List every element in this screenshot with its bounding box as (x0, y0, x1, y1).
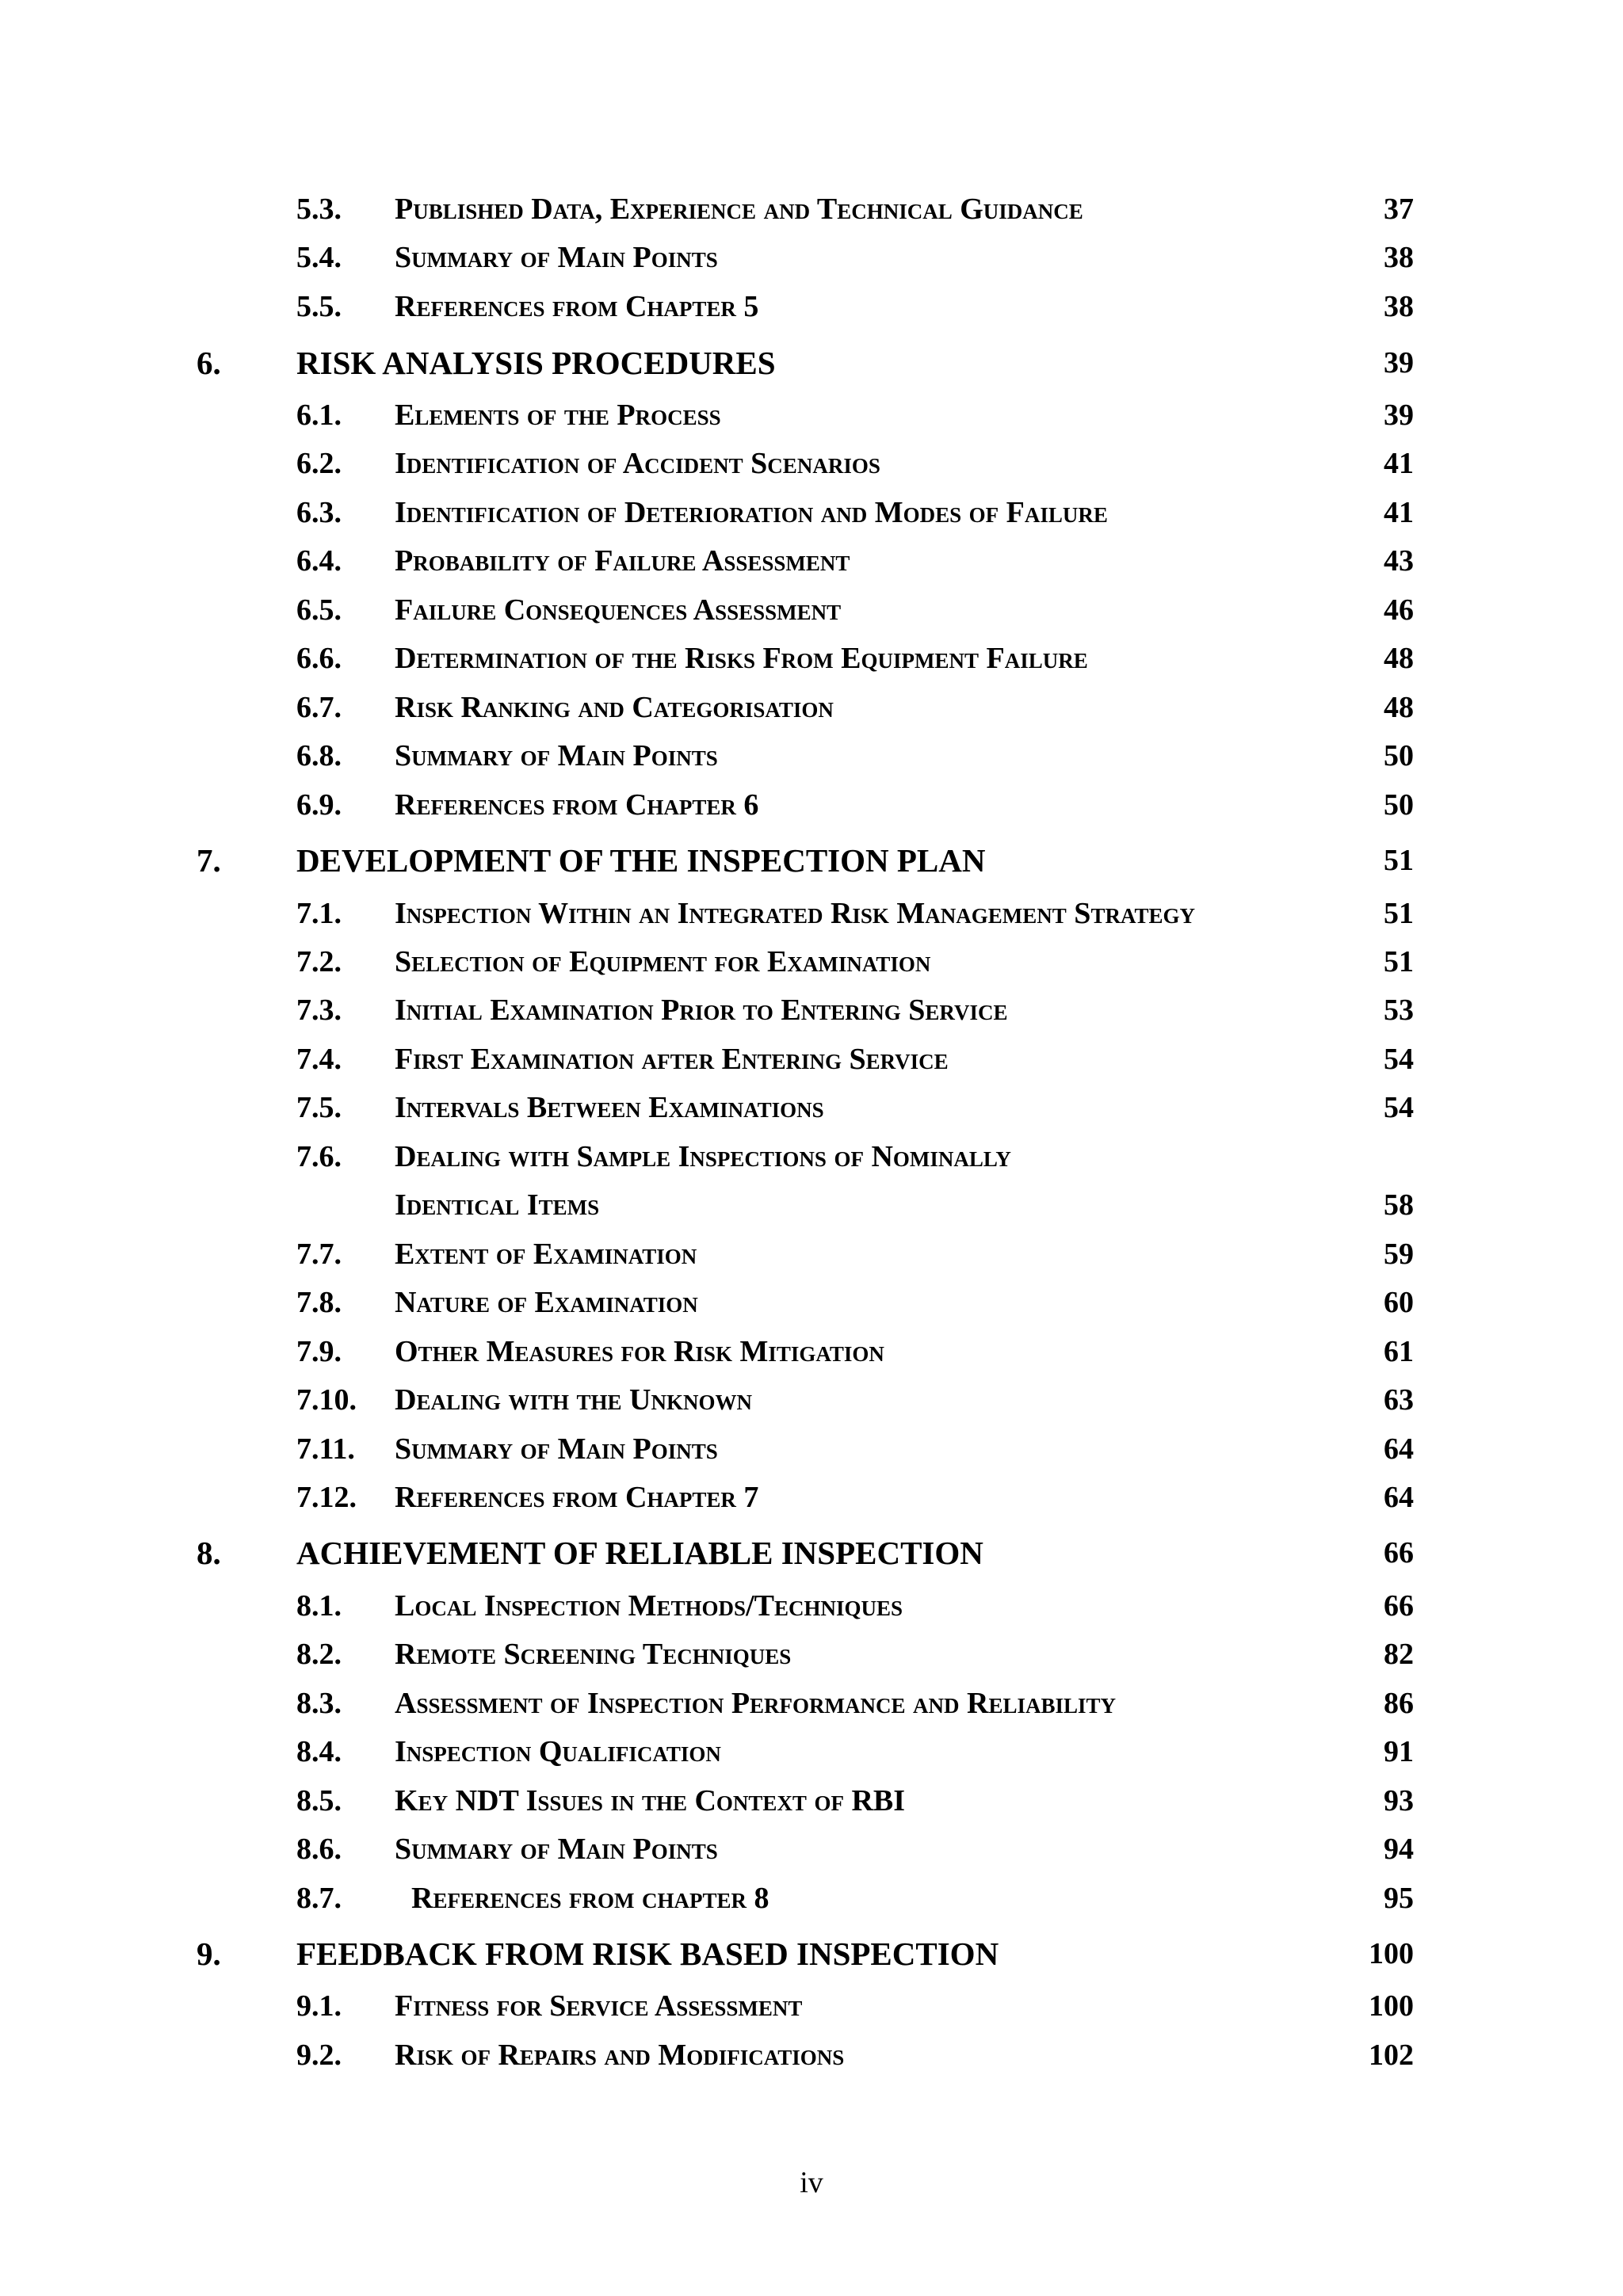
toc-entry-title: Risk Ranking and Categorisation (395, 691, 834, 724)
toc-entry-page: 59 (1384, 1238, 1414, 1271)
page-number: iv (800, 2166, 823, 2199)
toc-chapter-entry[interactable] (0, 832, 1623, 879)
toc-entry-number: 7.2. (296, 945, 342, 978)
toc-entry-title: Assessment of Inspection Performance and Reliability (395, 1687, 1117, 1720)
toc-entry-number: 8.2. (296, 1638, 342, 1671)
toc-section-entry[interactable] (0, 1223, 1623, 1271)
toc-entry-number: 9. (197, 1936, 221, 1972)
toc-entry-title: Summary of Main Points (395, 241, 718, 274)
toc-section-entry[interactable] (0, 774, 1623, 822)
toc-entry-title: Extent of Examination (395, 1238, 697, 1271)
toc-entry-number: 5.4. (296, 241, 342, 274)
toc-section-entry[interactable] (0, 1575, 1623, 1623)
toc-section-entry[interactable] (0, 725, 1623, 772)
toc-entry-page: 48 (1384, 642, 1414, 675)
toc-entry-title: Other Measures for Risk Mitigation (395, 1335, 884, 1368)
toc-entry-title: Published Data, Experience and Technical Guidance (395, 193, 1083, 226)
toc-section-entry[interactable] (0, 579, 1623, 627)
toc-entry-page: 102 (1369, 2039, 1414, 2072)
toc-entry-title: Dealing with the Unknown (395, 1383, 752, 1417)
toc-entry-page: 82 (1384, 1638, 1414, 1671)
toc-entry-title: References from Chapter 5 (395, 290, 759, 323)
toc-section-entry[interactable] (0, 1867, 1623, 1915)
toc-entry-title: References from Chapter 7 (395, 1481, 759, 1514)
toc-section-entry[interactable] (0, 1721, 1623, 1768)
toc-entry-title: Identification of Deterioration and Modes of Failure (395, 496, 1108, 529)
toc-entry-page: 54 (1384, 1091, 1414, 1124)
toc-entry-title: DEVELOPMENT OF THE INSPECTION PLAN (296, 842, 986, 879)
toc-entry-number: 7.12. (296, 1481, 357, 1514)
toc-entry-page: 51 (1384, 945, 1414, 978)
toc-section-entry[interactable] (0, 627, 1623, 675)
toc-entry-title: Summary of Main Points (395, 1432, 718, 1466)
toc-entry-page: 39 (1384, 399, 1414, 432)
toc-entry-page: 51 (1384, 897, 1414, 930)
toc-section-entry[interactable] (0, 276, 1623, 323)
toc-entry-number: 7.10. (296, 1383, 357, 1417)
toc-entry-title: Failure Consequences Assessment (395, 593, 842, 627)
toc-section-entry[interactable] (0, 1418, 1623, 1466)
toc-entry-number: 8.1. (296, 1589, 342, 1623)
toc-entry-page: 93 (1384, 1784, 1414, 1817)
toc-entry-number: 8.4. (296, 1735, 342, 1768)
toc-entry-title: Summary of Main Points (395, 739, 718, 772)
toc-entry-title: References from chapter 8 (411, 1882, 769, 1915)
toc-entry-number: 7.1. (296, 897, 342, 930)
toc-section-entry[interactable] (0, 1321, 1623, 1368)
toc-entry-number: 5.5. (296, 290, 342, 323)
toc-section-entry[interactable] (0, 883, 1623, 930)
toc-entry-number: 5.3. (296, 193, 342, 226)
toc-entry-number: 6.3. (296, 496, 342, 529)
toc-entry-title: ACHIEVEMENT OF RELIABLE INSPECTION (296, 1535, 983, 1571)
toc-section-entry[interactable] (0, 979, 1623, 1027)
toc-section-entry[interactable] (0, 178, 1623, 226)
toc-chapter-entry[interactable] (0, 1925, 1623, 1973)
toc-entry-title: Identification of Accident Scenarios (395, 447, 880, 480)
toc-entry-page: 95 (1384, 1882, 1414, 1915)
toc-entry-number: 6.7. (296, 691, 342, 724)
toc-section-entry[interactable] (0, 1126, 1623, 1173)
toc-entry-title: Remote Screening Techniques (395, 1638, 792, 1671)
toc-entry-number: 8.7. (296, 1882, 342, 1915)
toc-section-entry[interactable] (0, 530, 1623, 578)
toc-entry-title: Dealing with Sample Inspections of Nominally (395, 1140, 1011, 1173)
toc-entry-page: 66 (1384, 1589, 1414, 1623)
toc-entry-page: 94 (1384, 1833, 1414, 1866)
toc-entry-number: 6.6. (296, 642, 342, 675)
toc-entry-number: 6.1. (296, 399, 342, 432)
toc-entry-title: First Examination after Entering Service (395, 1043, 949, 1076)
toc-entry-title: Probability of Failure Assessment (395, 544, 850, 578)
toc-entry-page: 37 (1384, 193, 1414, 226)
toc-entry-title: Fitness for Service Assessment (395, 1989, 803, 2023)
toc-section-entry[interactable] (0, 1466, 1623, 1514)
toc-entry-number: 8. (197, 1535, 221, 1571)
toc-section-entry[interactable] (0, 1369, 1623, 1417)
toc-entry-page: 41 (1384, 496, 1414, 529)
toc-entry-number: 7.11. (296, 1432, 355, 1466)
toc-entry-page: 61 (1384, 1335, 1414, 1368)
toc-entry-page: 39 (1384, 346, 1414, 379)
toc-entry-title: Local Inspection Methods/Techniques (395, 1589, 903, 1623)
toc-section-entry[interactable] (0, 1672, 1623, 1720)
toc-entry-number: 7.3. (296, 994, 342, 1027)
toc-entry-page: 50 (1384, 788, 1414, 822)
toc-section-entry[interactable] (0, 677, 1623, 724)
toc-entry-page: 86 (1384, 1687, 1414, 1720)
toc-entry-page: 46 (1384, 593, 1414, 627)
toc-entry-title: Key NDT Issues in the Context of RBI (395, 1784, 906, 1817)
toc-entry-page: 60 (1384, 1286, 1414, 1319)
toc-entry-title: FEEDBACK FROM RISK BASED INSPECTION (296, 1936, 999, 1972)
toc-section-entry[interactable] (0, 1975, 1623, 2023)
toc-entry-page: 50 (1384, 739, 1414, 772)
toc-section-entry[interactable] (0, 1028, 1623, 1076)
toc-entry-number: 7.4. (296, 1043, 342, 1076)
toc-entry-number: 8.6. (296, 1833, 342, 1866)
toc-entry-number: 7.6. (296, 1140, 342, 1173)
toc-entry-number: 6.8. (296, 739, 342, 772)
toc-chapter-entry[interactable] (0, 334, 1623, 382)
toc-entry-number: 7.7. (296, 1238, 342, 1271)
toc-entry-page: 64 (1384, 1432, 1414, 1466)
toc-entry-page: 64 (1384, 1481, 1414, 1514)
toc-entry-number: 6.2. (296, 447, 342, 480)
toc-section-entry[interactable] (0, 227, 1623, 274)
toc-entry-page: 91 (1384, 1735, 1414, 1768)
toc-entry-title: Determination of the Risks From Equipment Failure (395, 642, 1088, 675)
toc-entry-page: 43 (1384, 544, 1414, 578)
toc-entry-title: Inspection Qualification (395, 1735, 721, 1768)
toc-entry-number: 8.3. (296, 1687, 342, 1720)
toc-entry-number: 9.1. (296, 1989, 342, 2023)
toc-entry-number: 9.2. (296, 2039, 342, 2072)
toc-entry-page: 63 (1384, 1383, 1414, 1417)
toc-entry-page: 100 (1369, 1989, 1414, 2023)
toc-entry-number: 6.4. (296, 544, 342, 578)
toc-entry-title: Initial Examination Prior to Entering Service (395, 994, 1008, 1027)
toc-entry-page: 38 (1384, 290, 1414, 323)
toc-section-entry[interactable] (0, 482, 1623, 529)
toc-entry-title: Selection of Equipment for Examination (395, 945, 931, 978)
toc-entry-title: Identical Items (395, 1188, 600, 1222)
toc-section-entry[interactable] (0, 1077, 1623, 1124)
toc-entry-title: Intervals Between Examinations (395, 1091, 824, 1124)
toc-entry-title: Elements of the Process (395, 399, 721, 432)
toc-entry-number: 8.5. (296, 1784, 342, 1817)
toc-entry-page: 51 (1384, 844, 1414, 877)
toc-entry-number: 7.9. (296, 1335, 342, 1368)
toc-entry-page: 54 (1384, 1043, 1414, 1076)
toc-entry-title: Summary of Main Points (395, 1833, 718, 1866)
toc-entry-number: 6. (197, 345, 221, 381)
toc-section-entry[interactable] (0, 1272, 1623, 1319)
toc-section-entry[interactable] (0, 1174, 1623, 1222)
toc-section-entry[interactable] (0, 1623, 1623, 1671)
toc-entry-title: RISK ANALYSIS PROCEDURES (296, 345, 776, 381)
toc-section-entry[interactable] (0, 931, 1623, 978)
toc-entry-page: 58 (1384, 1188, 1414, 1222)
toc-entry-title: Risk of Repairs and Modifications (395, 2039, 845, 2072)
toc-section-entry[interactable] (0, 1818, 1623, 1866)
toc-entry-number: 7.5. (296, 1091, 342, 1124)
toc-section-entry[interactable] (0, 384, 1623, 432)
toc-entry-number: 7. (197, 842, 221, 879)
toc-entry-number: 6.5. (296, 593, 342, 627)
toc-section-entry[interactable] (0, 433, 1623, 480)
toc-entry-page: 53 (1384, 994, 1414, 1027)
toc-entry-title: Nature of Examination (395, 1286, 698, 1319)
toc-entry-page: 38 (1384, 241, 1414, 274)
toc-entry-title: Inspection Within an Integrated Risk Management Strategy (395, 897, 1195, 930)
toc-entry-page: 41 (1384, 447, 1414, 480)
toc-entry-number: 7.8. (296, 1286, 342, 1319)
toc-chapter-entry[interactable] (0, 1524, 1623, 1572)
toc-entry-page: 66 (1384, 1536, 1414, 1569)
toc-entry-page: 100 (1369, 1937, 1414, 1970)
toc-entry-title: References from Chapter 6 (395, 788, 759, 822)
toc-section-entry[interactable] (0, 1770, 1623, 1817)
toc-entry-number: 6.9. (296, 788, 342, 822)
toc-section-entry[interactable] (0, 2024, 1623, 2072)
toc-entry-page: 48 (1384, 691, 1414, 724)
